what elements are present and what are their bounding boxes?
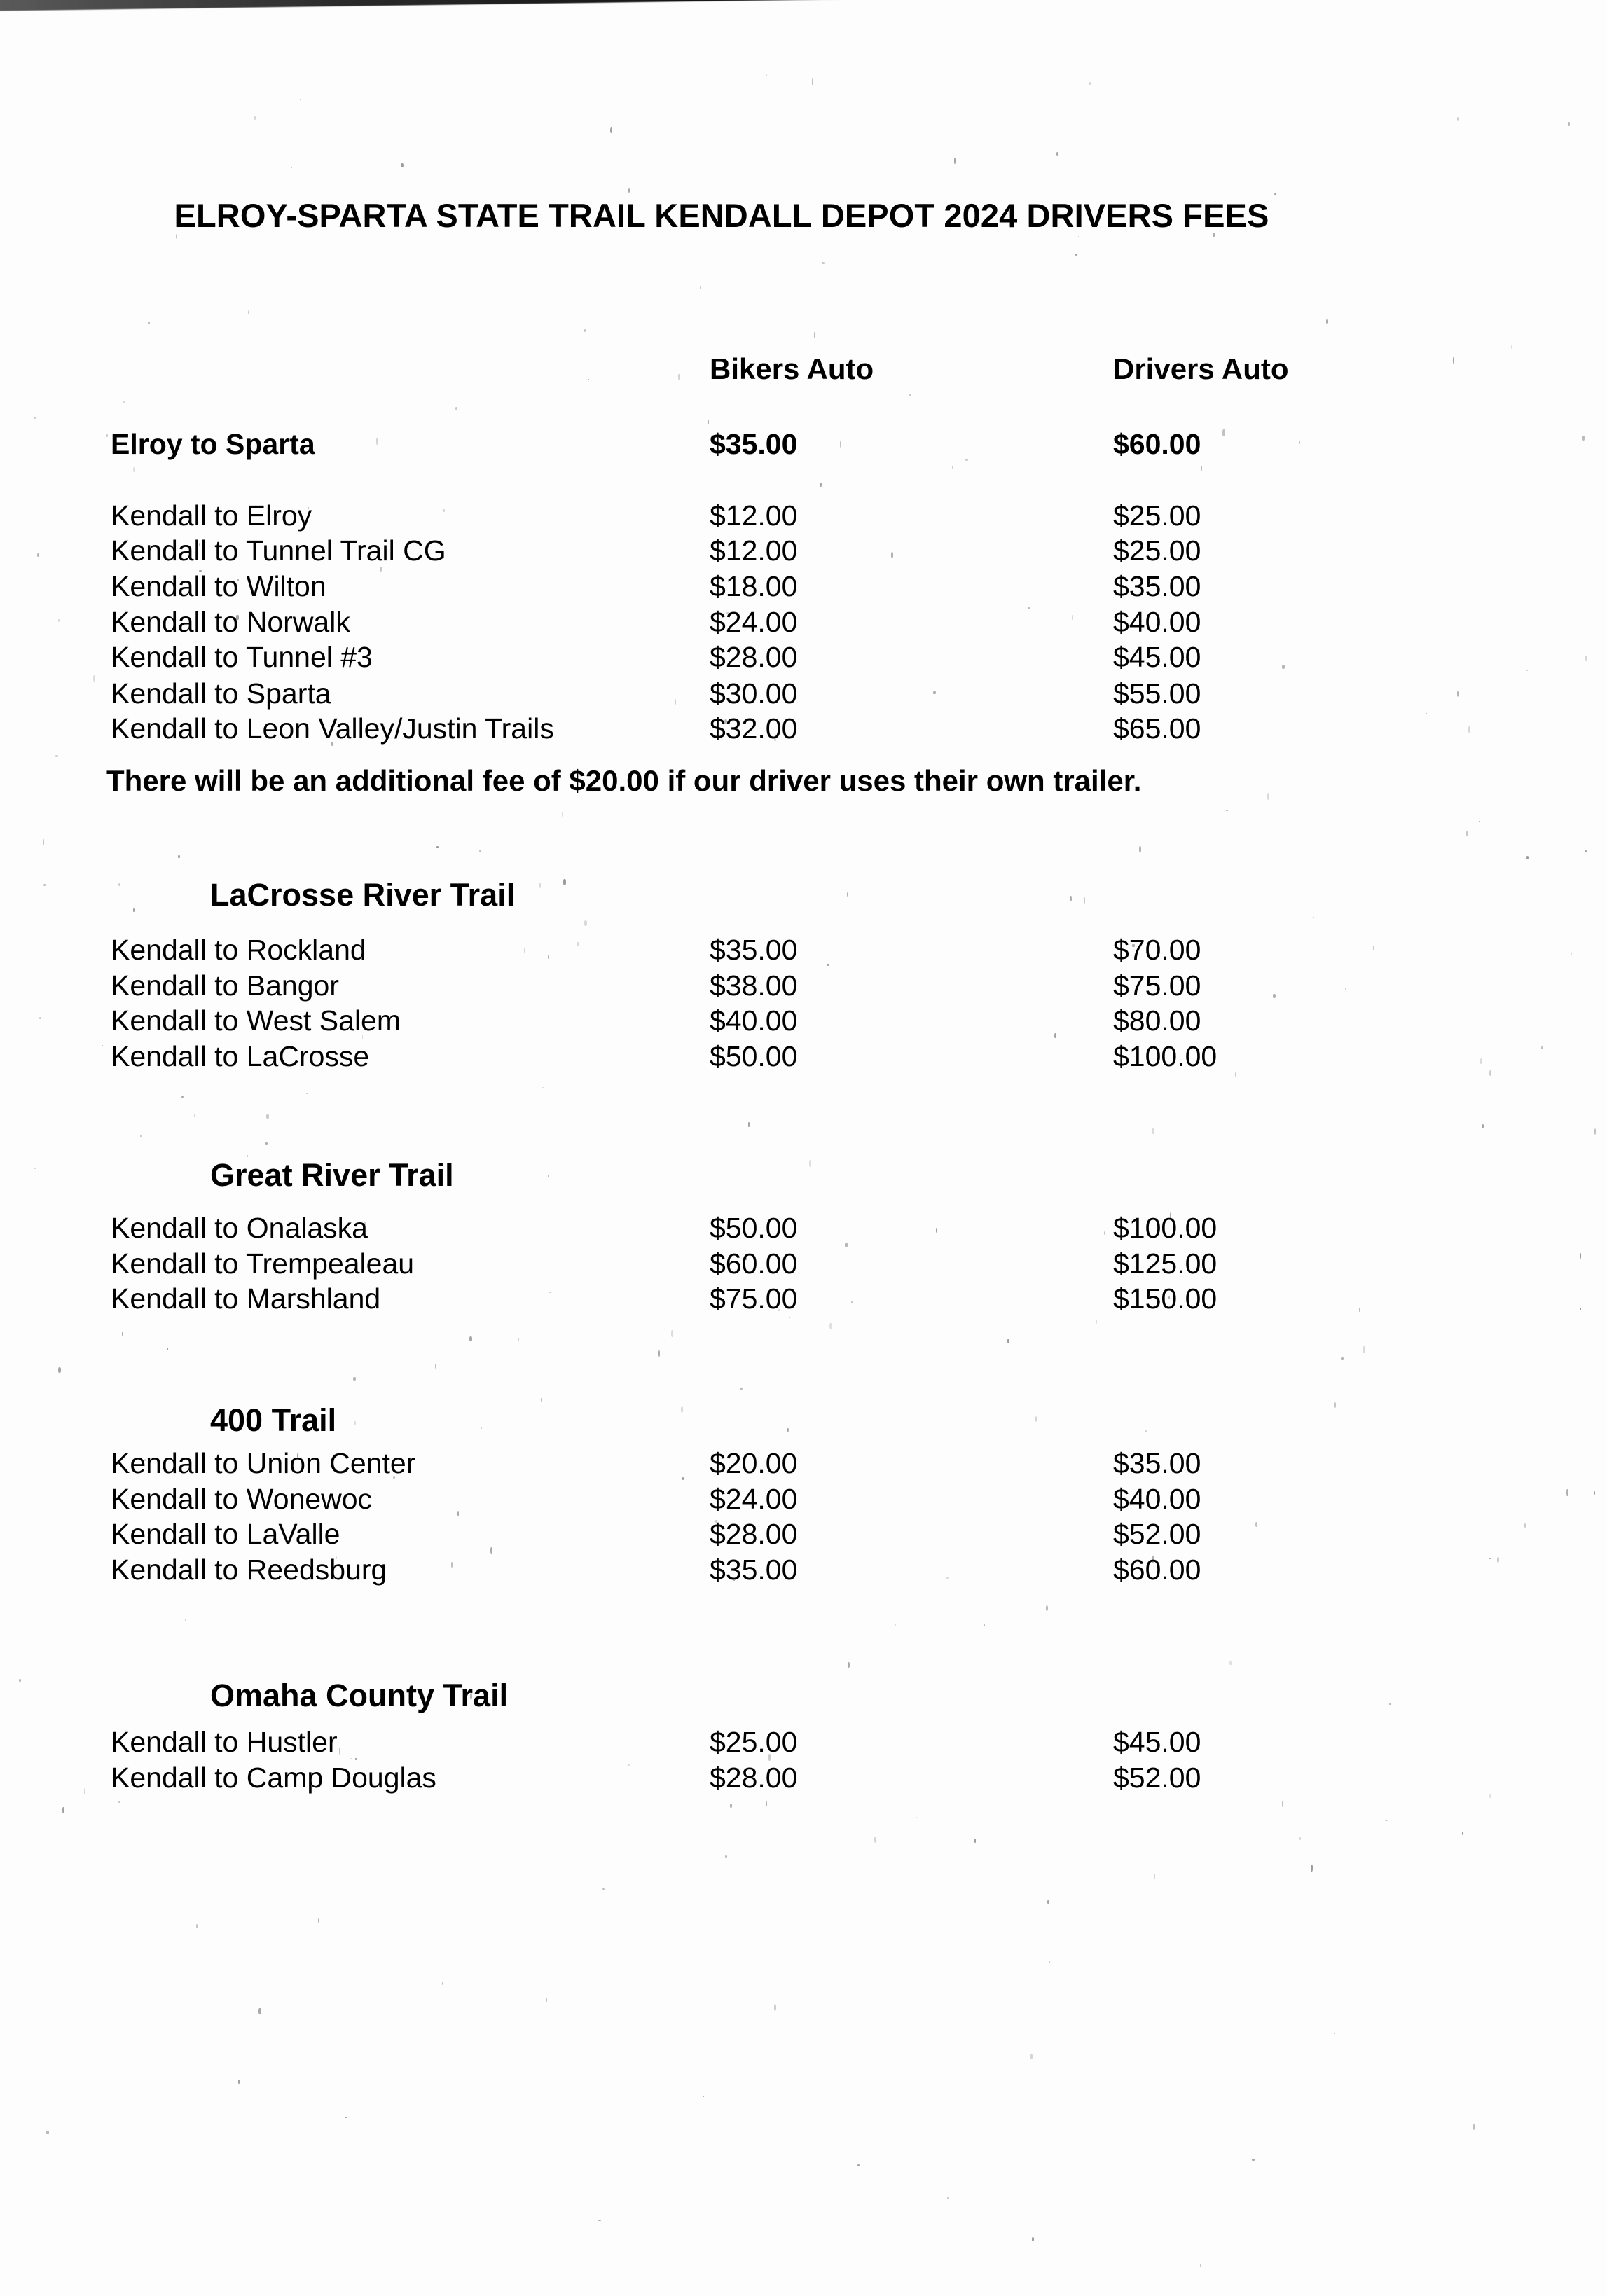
- drivers-auto-price: $55.00: [1113, 677, 1201, 710]
- section-heading: 400 Trail: [210, 1402, 337, 1438]
- drivers-auto-price: $65.00: [1113, 712, 1201, 745]
- bikers-auto-price: $38.00: [710, 969, 798, 1002]
- drivers-auto-price: $100.00: [1113, 1040, 1218, 1072]
- drivers-auto-price: $80.00: [1113, 1004, 1201, 1037]
- drivers-auto-price: $40.00: [1113, 606, 1201, 638]
- bikers-auto-price: $35.00: [710, 934, 798, 966]
- route-label: Kendall to Reedsburg: [111, 1554, 387, 1586]
- route-label: Kendall to Leon Valley/Justin Trails: [111, 712, 554, 745]
- page-title: ELROY-SPARTA STATE TRAIL KENDALL DEPOT 2024 DRIVERS FEES: [174, 197, 1269, 234]
- drivers-auto-price: $52.00: [1113, 1518, 1201, 1550]
- route-label: Kendall to Elroy: [111, 499, 312, 532]
- bikers-auto-price: $12.00: [710, 534, 798, 567]
- route-label: Kendall to Union Center: [111, 1447, 416, 1479]
- bikers-auto-price: $60.00: [710, 1247, 798, 1280]
- drivers-auto-price: $35.00: [1113, 570, 1201, 602]
- drivers-auto-price: $45.00: [1113, 1726, 1201, 1758]
- bikers-auto-price: $75.00: [710, 1282, 798, 1315]
- drivers-auto-price: $60.00: [1113, 1554, 1201, 1586]
- route-label: Kendall to Rockland: [111, 934, 366, 966]
- drivers-auto-price: $25.00: [1113, 534, 1201, 567]
- section-heading: Omaha County Trail: [210, 1678, 509, 1713]
- route-label: Kendall to Onalaska: [111, 1212, 368, 1244]
- drivers-auto-price: $75.00: [1113, 969, 1201, 1002]
- bikers-auto-price: $24.00: [710, 1483, 798, 1515]
- route-label: Kendall to Bangor: [111, 969, 339, 1002]
- drivers-auto-price: $40.00: [1113, 1483, 1201, 1515]
- bikers-auto-price: $28.00: [710, 641, 798, 673]
- route-label: Kendall to Trempealeau: [111, 1247, 415, 1280]
- route-label: Kendall to Wonewoc: [111, 1483, 373, 1515]
- drivers-auto-price: $150.00: [1113, 1282, 1218, 1315]
- drivers-auto-price: $125.00: [1113, 1247, 1218, 1280]
- scan-edge-artifact: [0, 0, 1607, 11]
- drivers-auto-price: $25.00: [1113, 499, 1201, 532]
- bikers-auto-price: $12.00: [710, 499, 798, 532]
- route-label: Kendall to Marshland: [111, 1282, 381, 1315]
- bikers-auto-price: $28.00: [710, 1518, 798, 1550]
- section-heading: LaCrosse River Trail: [210, 877, 516, 913]
- bikers-auto-price: $35.00: [710, 428, 798, 460]
- route-label: Kendall to West Salem: [111, 1004, 401, 1037]
- bikers-auto-price: $50.00: [710, 1212, 798, 1244]
- column-header-drivers-auto: Drivers Auto: [1113, 352, 1289, 385]
- drivers-auto-price: $70.00: [1113, 934, 1201, 966]
- drivers-auto-price: $52.00: [1113, 1762, 1201, 1794]
- route-label: Kendall to Camp Douglas: [111, 1762, 436, 1794]
- route-label: Kendall to Tunnel Trail CG: [111, 534, 446, 567]
- bikers-auto-price: $20.00: [710, 1447, 798, 1479]
- route-label: Kendall to Sparta: [111, 677, 331, 710]
- bikers-auto-price: $30.00: [710, 677, 798, 710]
- bikers-auto-price: $40.00: [710, 1004, 798, 1037]
- bikers-auto-price: $32.00: [710, 712, 798, 745]
- route-label: Elroy to Sparta: [111, 428, 315, 460]
- drivers-auto-price: $60.00: [1113, 428, 1201, 460]
- bikers-auto-price: $28.00: [710, 1762, 798, 1794]
- column-header-bikers-auto: Bikers Auto: [710, 352, 874, 385]
- bikers-auto-price: $24.00: [710, 606, 798, 638]
- section-heading: Great River Trail: [210, 1157, 454, 1193]
- bikers-auto-price: $35.00: [710, 1554, 798, 1586]
- drivers-auto-price: $100.00: [1113, 1212, 1218, 1244]
- route-label: Kendall to Wilton: [111, 570, 326, 602]
- route-label: Kendall to Tunnel #3: [111, 641, 373, 673]
- route-label: Kendall to Norwalk: [111, 606, 350, 638]
- bikers-auto-price: $50.00: [710, 1040, 798, 1072]
- bikers-auto-price: $25.00: [710, 1726, 798, 1758]
- route-label: Kendall to LaCrosse: [111, 1040, 370, 1072]
- route-label: Kendall to LaValle: [111, 1518, 340, 1550]
- drivers-auto-price: $45.00: [1113, 641, 1201, 673]
- route-label: Kendall to Hustler: [111, 1726, 338, 1758]
- trailer-fee-note: There will be an additional fee of $20.00 if our driver uses their own trailer.: [106, 764, 1142, 797]
- drivers-auto-price: $35.00: [1113, 1447, 1201, 1479]
- bikers-auto-price: $18.00: [710, 570, 798, 602]
